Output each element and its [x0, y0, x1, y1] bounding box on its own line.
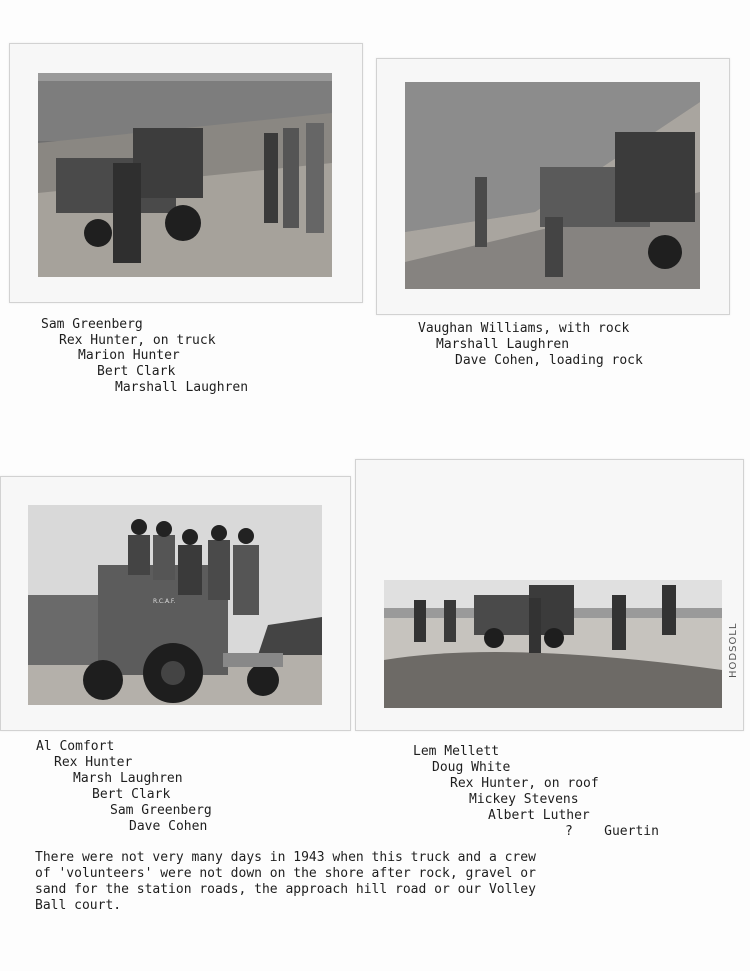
caption-line: Doug White [432, 760, 511, 775]
caption-line: Albert Luther [488, 808, 590, 823]
photo-4[interactable] [384, 580, 722, 708]
truck-marking: R.C.A.F. [153, 598, 176, 605]
photo-mount-1 [9, 43, 363, 303]
photo-2[interactable] [405, 82, 700, 289]
caption-line: Vaughan Williams, with rock [418, 321, 630, 336]
caption-line: Al Comfort [36, 739, 115, 754]
photo-mount-3 [0, 476, 351, 731]
caption-line: Bert Clark [97, 364, 176, 379]
caption-line: Dave Cohen, loading rock [455, 353, 643, 368]
caption-line: Sam Greenberg [110, 803, 212, 818]
caption-line: Marsh Laughren [73, 771, 183, 786]
caption-line: Marshall Laughren [436, 337, 570, 352]
caption-line: Marshall Laughren [115, 380, 249, 395]
caption-line: Bert Clark [92, 787, 171, 802]
hodsoll-stamp: HODSOLL [728, 622, 739, 678]
photo-1[interactable] [38, 73, 332, 277]
caption-line: Mickey Stevens [469, 792, 579, 807]
caption-line: Sam Greenberg [41, 317, 143, 332]
body-paragraph: There were not very many days in 1943 when this truck and a crew of 'volunteers' were not down on the shore after rock, gravel or sand for the station roads, the approach hill road or our Volley Ball court. [35, 850, 536, 913]
photo-3[interactable] [28, 505, 322, 705]
photo-mount-4 [355, 459, 744, 731]
caption-line: Rex Hunter, on roof [450, 776, 599, 791]
caption-line: Marion Hunter [78, 348, 180, 363]
caption-line: ? Guertin [565, 824, 659, 839]
caption-line: Lem Mellett [413, 744, 500, 759]
photo-mount-2 [376, 58, 730, 315]
caption-line: Rex Hunter [54, 755, 133, 770]
caption-line: Rex Hunter, on truck [59, 333, 216, 348]
caption-line: Dave Cohen [129, 819, 208, 834]
